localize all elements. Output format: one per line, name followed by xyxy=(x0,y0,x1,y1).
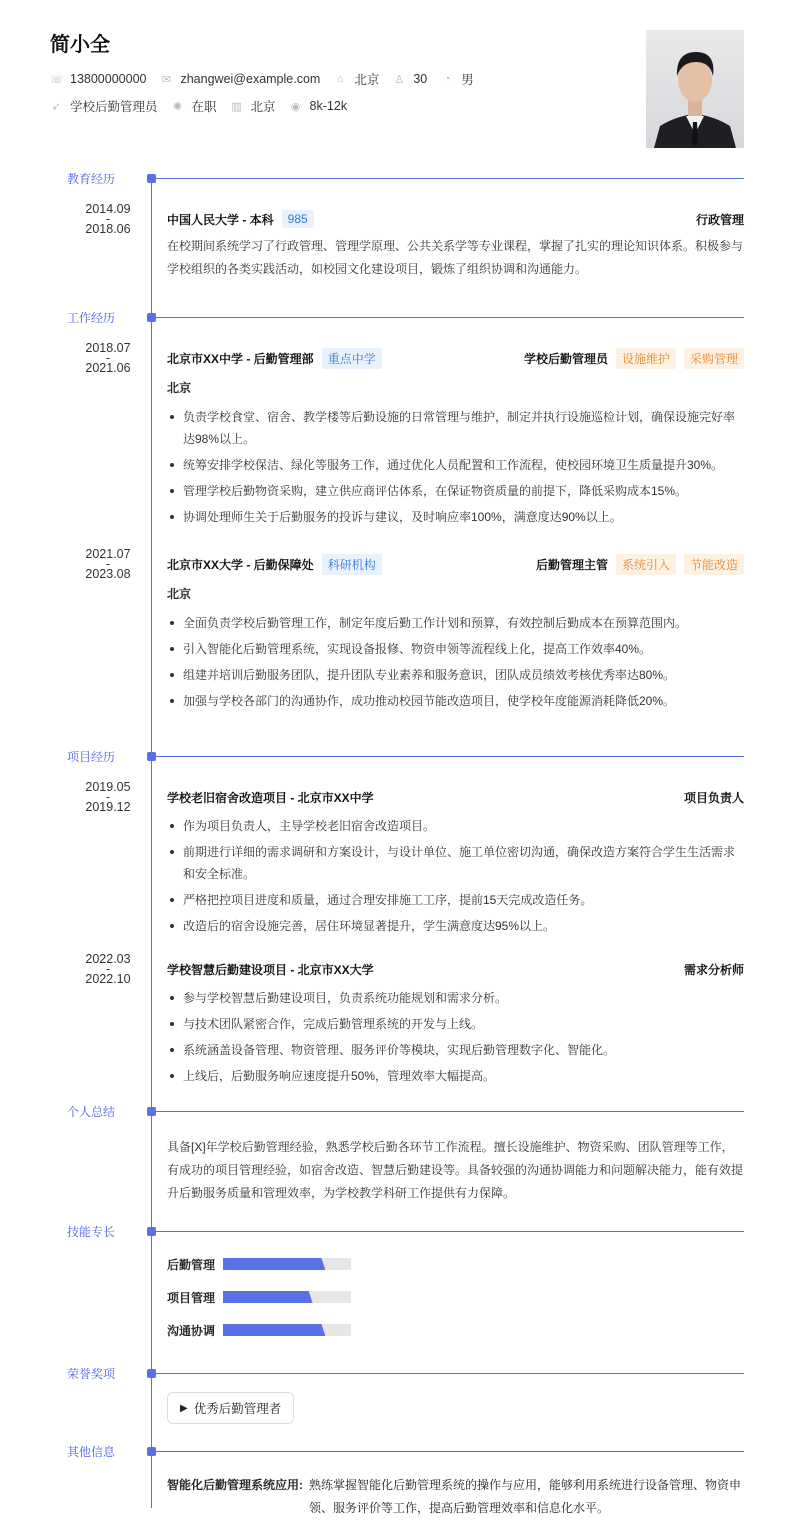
timeline-dot xyxy=(147,1369,156,1378)
job-info-row xyxy=(50,97,361,115)
gender-icon: ◔ xyxy=(443,73,451,85)
other-info-item xyxy=(167,1474,744,1520)
skill-bar-fill xyxy=(223,1291,313,1303)
entry xyxy=(85,202,744,281)
info-item xyxy=(441,70,474,88)
entry-description: 在校期间系统学习了行政管理、管理学原理、公共关系学等专业课程，掌握了扎实的理论知识体系。积极参与学校组织的各类实践活动，如校园文化建设项目，锻炼了组织协调和沟通能力。 xyxy=(167,239,744,276)
skill-name: 后勤管理 xyxy=(167,1257,216,1272)
role-tag: 系统引入 xyxy=(616,554,676,575)
profile-photo xyxy=(646,30,744,148)
skill-bar-fill xyxy=(223,1258,325,1270)
info-text: 男 xyxy=(461,73,474,87)
timeline-dot xyxy=(147,1107,156,1116)
other-info-value: 熟练掌握智能化后勤管理系统的操作与应用，能够利用系统进行设备管理、物资申领、服务评价等工作，提高后勤管理效率和信息化水平。 xyxy=(309,1478,742,1515)
entry-header xyxy=(167,959,744,979)
bullet-item: 改造后的宿舍设施完善，居住环境显著提升，学生满意度达95%以上。 xyxy=(167,915,744,937)
date-end: 2022.10 xyxy=(85,972,131,986)
entry-right xyxy=(684,961,744,978)
entry-role: 需求分析师 xyxy=(683,962,744,977)
bullet-list xyxy=(167,612,744,712)
entry-header xyxy=(167,348,744,368)
skill-bar xyxy=(223,1258,351,1270)
entry xyxy=(85,952,744,1087)
date-start: 2021.07 xyxy=(85,547,131,561)
info-item xyxy=(290,99,348,113)
entry-title: 中国人民大学 - 本科 xyxy=(167,212,274,227)
info-item xyxy=(172,97,217,115)
bullet-item: 负责学校食堂、宿舍、教学楼等后勤设施的日常管理与维护，制定并执行设施巡检计划，确保设施完好率达98%以上。 xyxy=(167,406,744,450)
section-header xyxy=(67,1105,744,1119)
entry-right xyxy=(696,211,744,228)
bullet-item: 参与学校智慧后勤建设项目，负责系统功能规划和需求分析。 xyxy=(167,987,744,1009)
section-title: 工作经历 xyxy=(67,311,116,325)
skill-bar-fill xyxy=(223,1324,325,1336)
skill-list xyxy=(167,1254,744,1353)
age-icon: ♙ xyxy=(394,73,405,86)
skill-item xyxy=(167,1254,461,1274)
info-item xyxy=(160,72,320,86)
info-text: zhangwei@example.com xyxy=(180,72,321,86)
timeline-dot xyxy=(147,752,156,761)
entry-tag: 科研机构 xyxy=(322,554,382,575)
section-title: 技能专长 xyxy=(67,1225,116,1239)
entry xyxy=(85,780,744,937)
entry-role: 学校后勤管理员 xyxy=(523,351,608,366)
summary-text: 具备[X]年学校后勤管理经验，熟悉学校后勤各环节工作流程。擅长设施维护、物资采购、团队管理等工作，有成功的项目管理经验，如宿舍改造、智慧后勤建设等。具备较强的沟通协调能力和问题解决能力，能有效提升后勤服务质量和管理效率，为学校教学科研工作提供有力保障。 xyxy=(167,1140,744,1200)
bullet-item: 全面负责学校后勤管理工作，制定年度后勤工作计划和预算，有效控制后勤成本在预算范围内。 xyxy=(167,612,744,634)
contact-info-row xyxy=(50,70,488,88)
date-end: 2018.06 xyxy=(85,222,131,236)
date-range xyxy=(83,781,133,813)
bullet-list xyxy=(167,406,744,528)
section-header xyxy=(67,1225,744,1239)
play-icon: ▶ xyxy=(180,1402,188,1414)
entry-location: 北京 xyxy=(167,381,192,395)
bullet-list xyxy=(167,987,744,1087)
date-start: 2018.07 xyxy=(85,341,131,355)
bullet-item: 引入智能化后勤管理系统，实现设备报修、物资申领等流程线上化，提高工作效率40%。 xyxy=(167,638,744,660)
info-item xyxy=(231,97,276,115)
other-info-key: 智能化后勤管理系统应用: xyxy=(167,1478,303,1492)
info-text: 13800000000 xyxy=(70,72,147,86)
phone-icon: ☏ xyxy=(50,73,64,86)
bullet-item: 作为项目负责人，主导学校老旧宿舍改造项目。 xyxy=(167,815,744,837)
section-work xyxy=(67,311,744,712)
date-range xyxy=(83,203,133,235)
send-icon: ➶ xyxy=(51,100,61,113)
entry-title: 北京市XX大学 - 后勤保障处 xyxy=(167,557,314,572)
timeline-dot xyxy=(147,1447,156,1456)
section-title: 其他信息 xyxy=(67,1445,116,1459)
entry-header xyxy=(167,554,744,574)
info-text: 学校后勤管理员 xyxy=(70,100,158,114)
timeline-dot xyxy=(147,1227,156,1236)
timeline-dot xyxy=(147,313,156,322)
section-awards xyxy=(67,1367,744,1424)
entry-tag: 重点中学 xyxy=(322,348,382,369)
date-sep: - xyxy=(105,962,111,976)
date-start: 2022.03 xyxy=(85,952,131,966)
entry xyxy=(85,547,744,712)
bullet-item: 上线后，后勤服务响应速度提升50%，管理效率大幅提高。 xyxy=(167,1065,744,1087)
entry-right xyxy=(684,789,744,806)
section-header xyxy=(67,311,744,325)
section-header xyxy=(67,1367,744,1381)
section-title: 教育经历 xyxy=(67,172,116,186)
bullet-item: 协调处理师生关于后勤服务的投诉与建议，及时响应率100%，满意度达90%以上。 xyxy=(167,506,744,528)
bullet-item: 组建并培训后勤服务团队，提升团队专业素养和服务意识，团队成员绩效考核优秀率达80%。 xyxy=(167,664,744,686)
entry-title: 学校智慧后勤建设项目 - 北京市XX大学 xyxy=(167,962,374,977)
entry-right xyxy=(536,554,744,575)
date-end: 2019.12 xyxy=(85,800,131,814)
bullet-item: 加强与学校各部门的沟通协作，成功推动校园节能改造项目，使学校年度能源消耗降低20%。 xyxy=(167,690,744,712)
section-education xyxy=(67,172,744,281)
section-skills xyxy=(67,1225,744,1353)
bullet-list xyxy=(167,815,744,937)
skill-item xyxy=(167,1320,461,1340)
date-sep: - xyxy=(105,212,111,226)
section-header xyxy=(67,1445,744,1459)
bullet-item: 严格把控项目进度和质量，通过合理安排施工工序，提前15天完成改造任务。 xyxy=(167,889,744,911)
entry-location: 北京 xyxy=(167,587,192,601)
info-text: 北京 xyxy=(250,100,276,114)
date-range xyxy=(83,548,133,580)
date-sep: - xyxy=(105,790,111,804)
date-range xyxy=(83,342,133,374)
info-text: 在职 xyxy=(191,100,217,114)
section-header xyxy=(67,172,744,186)
entry-left xyxy=(167,961,374,978)
date-sep: - xyxy=(105,557,111,571)
date-range xyxy=(83,953,133,985)
section-summary xyxy=(67,1105,744,1205)
skill-bar xyxy=(223,1324,351,1336)
timeline-dot xyxy=(147,174,156,183)
entry-title: 北京市XX中学 - 后勤管理部 xyxy=(167,351,314,366)
date-start: 2019.05 xyxy=(85,780,131,794)
building-icon: ▥ xyxy=(231,100,242,113)
bullet-item: 管理学校后勤物资采购，建立供应商评估体系，在保证物资质量的前提下，降低采购成本15%。 xyxy=(167,480,744,502)
candidate-name: 简小全 xyxy=(50,34,110,56)
info-text: 30 xyxy=(413,72,428,86)
role-tag: 设施维护 xyxy=(616,348,676,369)
salary-icon: ◉ xyxy=(290,100,301,113)
section-projects xyxy=(67,750,744,1087)
award-name: 优秀后勤管理者 xyxy=(193,1402,282,1416)
section-title: 荣誉奖项 xyxy=(67,1367,116,1381)
entry-left xyxy=(167,348,382,369)
date-start: 2014.09 xyxy=(85,202,131,216)
info-text: 北京 xyxy=(354,73,380,87)
award-badge[interactable] xyxy=(167,1392,294,1424)
skill-item xyxy=(167,1287,461,1307)
bullet-item: 前期进行详细的需求调研和方案设计，与设计单位、施工单位密切沟通，确保改造方案符合学生生活需求和安全标准。 xyxy=(167,841,744,885)
bullet-item: 系统涵盖设备管理、物资管理、服务评价等模块，实现后勤管理数字化、智能化。 xyxy=(167,1039,744,1061)
section-header xyxy=(67,750,744,764)
date-sep: - xyxy=(105,351,111,365)
entry-header xyxy=(167,209,744,229)
info-text: 8k-12k xyxy=(309,99,348,113)
date-end: 2021.06 xyxy=(85,361,131,375)
role-tag: 节能改造 xyxy=(684,554,744,575)
entry-role: 后勤管理主管 xyxy=(535,557,608,572)
entry-tag: 985 xyxy=(282,210,314,228)
info-item xyxy=(50,72,146,86)
bullet-item: 与技术团队紧密合作，完成后勤管理系统的开发与上线。 xyxy=(167,1013,744,1035)
entry-role: 项目负责人 xyxy=(683,790,744,805)
entry-header xyxy=(167,787,744,807)
skill-bar xyxy=(223,1291,351,1303)
info-item xyxy=(393,72,427,86)
section-other xyxy=(67,1445,744,1520)
entry-left xyxy=(167,554,382,575)
status-icon: ✺ xyxy=(172,100,183,113)
entry-left xyxy=(167,789,374,806)
info-item xyxy=(334,70,379,88)
entry-left xyxy=(167,210,314,228)
entry-title: 学校老旧宿舍改造项目 - 北京市XX中学 xyxy=(167,790,374,805)
entry xyxy=(85,341,744,528)
skill-name: 沟通协调 xyxy=(167,1323,216,1338)
section-title: 项目经历 xyxy=(67,750,116,764)
role-tag: 采购管理 xyxy=(684,348,744,369)
entry-right xyxy=(524,348,744,369)
entry-role: 行政管理 xyxy=(695,212,744,227)
skill-name: 项目管理 xyxy=(167,1290,216,1305)
bullet-item: 统筹安排学校保洁、绿化等服务工作，通过优化人员配置和工作流程，使校园环境卫生质量提升30%。 xyxy=(167,454,744,476)
mail-icon: ✉ xyxy=(161,73,172,86)
section-title: 个人总结 xyxy=(67,1105,116,1119)
info-item xyxy=(50,97,158,115)
home-icon: ⌂ xyxy=(337,73,344,85)
date-end: 2023.08 xyxy=(85,567,131,581)
